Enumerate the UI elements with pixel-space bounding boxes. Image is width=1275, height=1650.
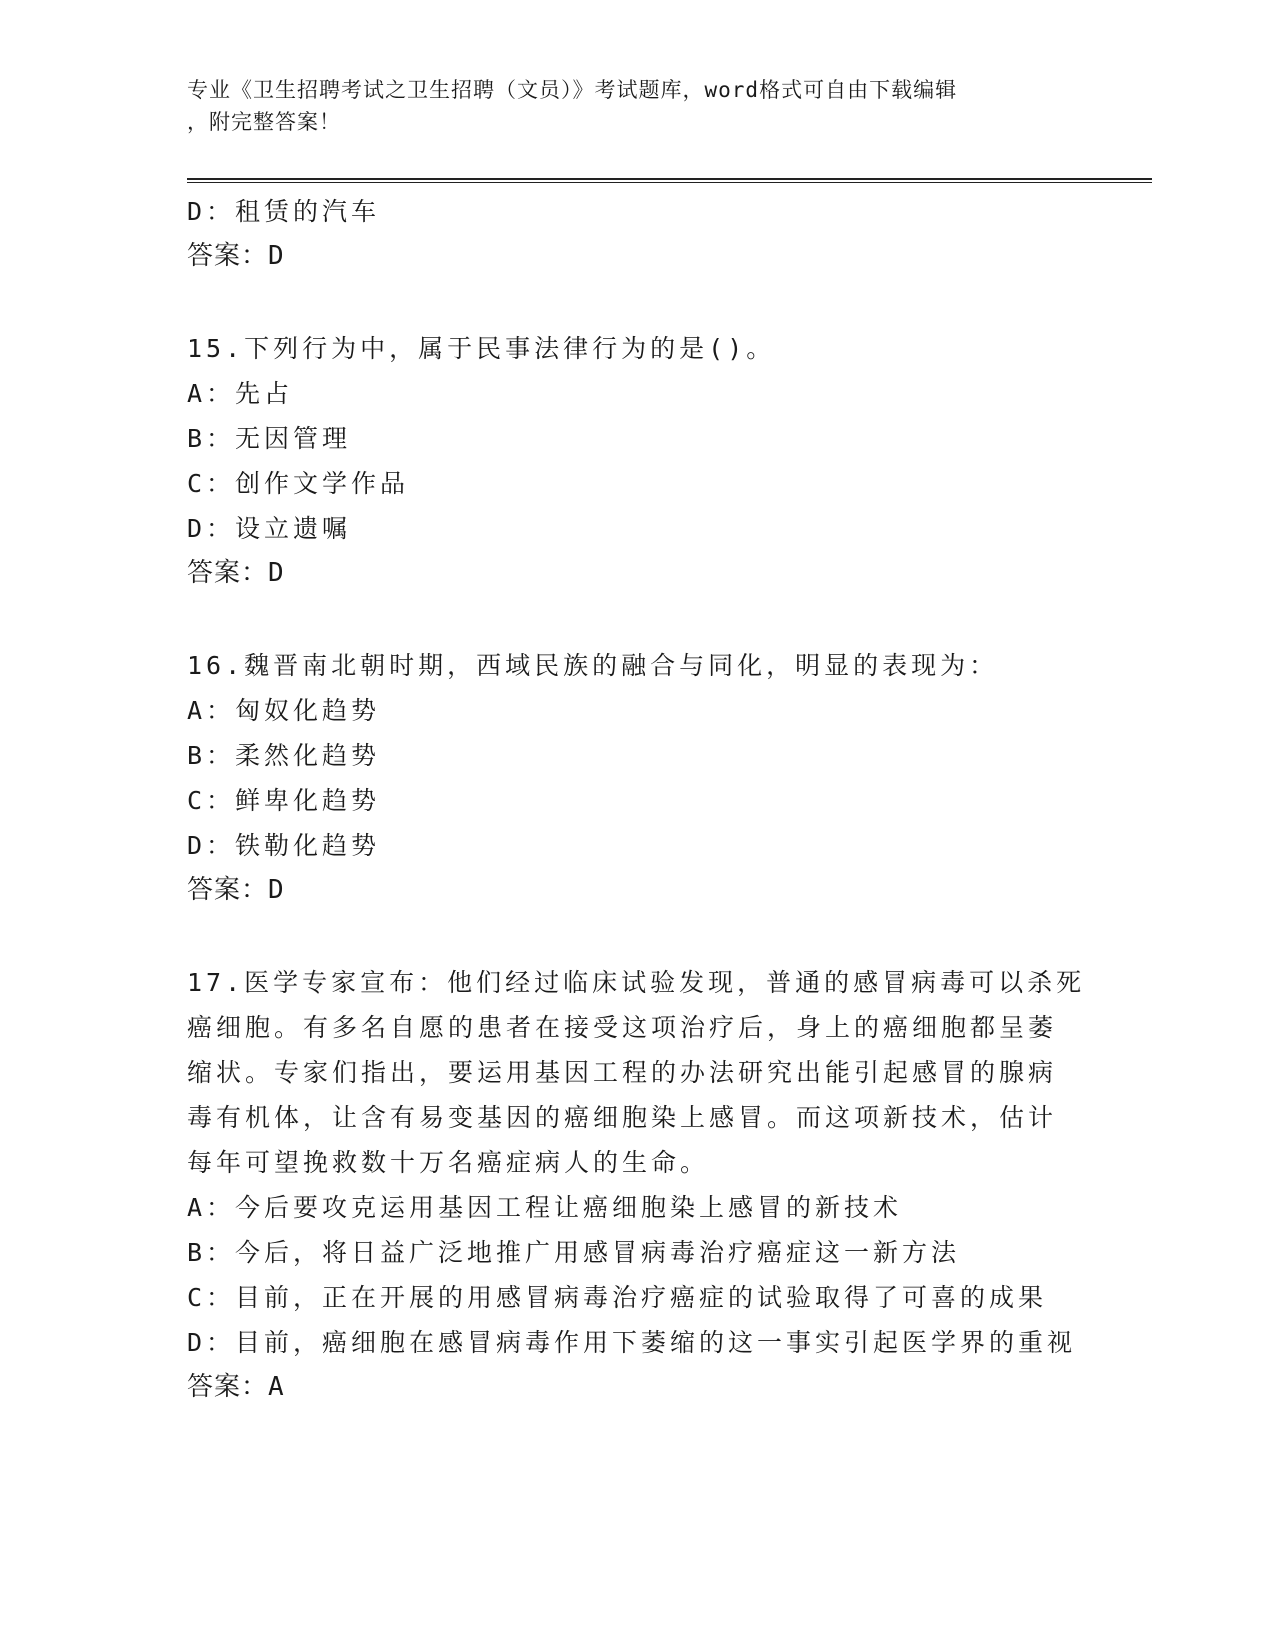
header-divider: [187, 178, 1152, 183]
answer-line: [187, 868, 1087, 913]
option-c: C：创作文学作品: [187, 469, 410, 498]
answer-value: D: [268, 558, 285, 588]
option-d: D：设立遗嘱: [187, 514, 352, 543]
option-b: B：无因管理: [187, 424, 352, 453]
question-stem-line-4: 毒有机体，让含有易变基因的癌细胞染上感冒。而这项新技术，估计: [187, 1103, 1058, 1132]
question-stem-line-1: 17.医学专家宣布：他们经过临床试验发现，普通的感冒病毒可以杀死: [187, 968, 1086, 997]
question-17: [187, 960, 1087, 1410]
answer-line: [187, 234, 1087, 279]
option-d: D：租赁的汽车: [187, 197, 381, 226]
option-b: B：今后，将日益广泛地推广用感冒病毒治疗癌症这一新方法: [187, 1238, 961, 1267]
option-d: D：铁勒化趋势: [187, 831, 381, 860]
answer-line: [187, 1365, 1087, 1410]
option-b: B：柔然化趋势: [187, 741, 381, 770]
question-15: [187, 326, 1087, 596]
option-d: D：目前，癌细胞在感冒病毒作用下萎缩的这一事实引起医学界的重视: [187, 1328, 1077, 1357]
answer-value: D: [268, 875, 285, 905]
answer-label: 答案：: [187, 558, 269, 588]
question-stem-line-5: 每年可望挽救数十万名癌症病人的生命。: [187, 1148, 710, 1177]
question-content: [187, 189, 1087, 1410]
document-header: [187, 74, 1067, 138]
header-line-1: 专业《卫生招聘考试之卫生招聘（文员）》考试题库，word格式可自由下载编辑: [187, 78, 958, 102]
option-a: A：先占: [187, 379, 294, 408]
answer-label: 答案：: [187, 1372, 269, 1402]
answer-value: D: [268, 241, 285, 271]
option-c: C：目前，正在开展的用感冒病毒治疗癌症的试验取得了可喜的成果: [187, 1283, 1048, 1312]
answer-value: A: [268, 1372, 285, 1402]
option-c: C：鲜卑化趋势: [187, 786, 381, 815]
question-stem: 16.魏晋南北朝时期，西域民族的融合与同化，明显的表现为：: [187, 651, 999, 680]
answer-label: 答案：: [187, 241, 269, 271]
header-line-2: ，附完整答案！: [187, 110, 341, 134]
option-a: A：匈奴化趋势: [187, 696, 381, 725]
question-stem: 15.下列行为中，属于民事法律行为的是()。: [187, 334, 776, 363]
question-stem-line-2: 癌细胞。有多名自愿的患者在接受这项治疗后，身上的癌细胞都呈萎: [187, 1013, 1058, 1042]
question-stem-line-3: 缩状。专家们指出，要运用基因工程的办法研究出能引起感冒的腺病: [187, 1058, 1058, 1087]
option-a: A：今后要攻克运用基因工程让癌细胞染上感冒的新技术: [187, 1193, 903, 1222]
question-16: [187, 643, 1087, 913]
answer-line: [187, 551, 1087, 596]
answer-label: 答案：: [187, 875, 269, 905]
